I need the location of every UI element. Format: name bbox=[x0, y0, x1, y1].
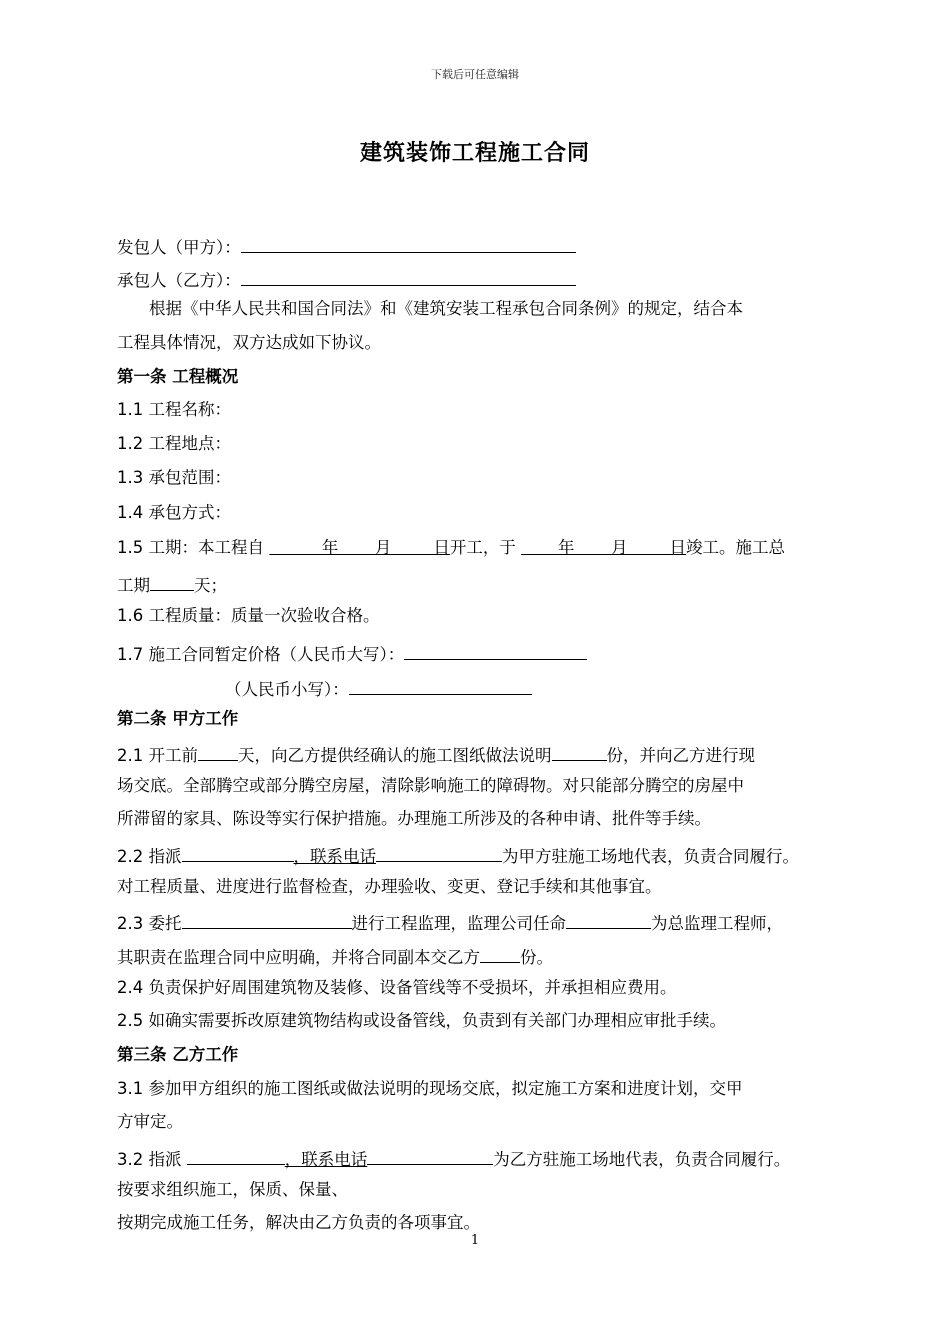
rep-b-blank bbox=[187, 1145, 285, 1165]
end-date-blank: 年 月 日 bbox=[557, 538, 687, 557]
clause-2-1-cont-2: 所滞留的家具、陈设等实行保护措施。办理施工所涉及的各种申请、批件等手续。 bbox=[117, 809, 711, 828]
page-header: 下载后可任意编辑 bbox=[431, 68, 519, 81]
chief-engineer-blank bbox=[566, 909, 651, 929]
clause-1-2: 1.2 工程地点： bbox=[117, 434, 231, 453]
days-blank bbox=[198, 741, 238, 761]
intro-line-2: 工程具体情况，双方达成如下协议。 bbox=[117, 333, 381, 352]
rep-a-blank bbox=[182, 842, 294, 862]
clause-1-3: 1.3 承包范围： bbox=[117, 468, 231, 487]
clause-1-4: 1.4 承包方式： bbox=[117, 503, 231, 522]
article-3-heading: 第三条 乙方工作 bbox=[117, 1045, 239, 1064]
clause-2-2-cont: 对工程质量、进度进行监督检查，办理验收、变更、登记手续和其他事宜。 bbox=[117, 877, 662, 896]
price-upper-blank bbox=[404, 640, 587, 660]
clause-1-7: 1.7 施工合同暂定价格（人民币大写）： bbox=[117, 640, 587, 666]
page-number: 1 bbox=[470, 1233, 480, 1248]
contract-copies-blank bbox=[480, 943, 520, 963]
article-2-heading: 第二条 甲方工作 bbox=[117, 709, 239, 728]
clause-2-5: 2.5 如确实需要拆改原建筑物结构或设备管线，负责到有关部门办理相应审批手续。 bbox=[117, 1011, 726, 1030]
party-a-blank bbox=[241, 233, 576, 253]
intro-line-1: 根据《中华人民共和国合同法》和《建筑安装工程承包合同条例》的规定，结合本 bbox=[149, 299, 743, 318]
clause-1-5-duration: 工期 天； bbox=[117, 571, 227, 597]
clause-2-2: 2.2 指派 ，联系电话 为甲方驻施工场地代表，负责合同履行。 bbox=[117, 842, 799, 868]
clause-1-6: 1.6 工程质量：质量一次验收合格。 bbox=[117, 606, 380, 625]
clause-1-5: 1.5 工期：本工程自 年 月 日开工，于 年 月 日竣工。施工总 bbox=[117, 538, 786, 557]
clause-1-1: 1.1 工程名称： bbox=[117, 400, 231, 419]
article-1-heading: 第一条 工程概况 bbox=[117, 367, 239, 386]
price-lower-blank bbox=[349, 675, 532, 695]
clause-3-2: 3.2 指派 ，联系电话 为乙方驻施工场地代表，负责合同履行。 bbox=[117, 1145, 790, 1171]
clause-2-3: 2.3 委托 进行工程监理，监理公司任命 为总监理工程师， bbox=[117, 909, 783, 935]
copies-blank bbox=[552, 741, 607, 761]
phone-b-blank bbox=[367, 1145, 493, 1165]
phone-a-blank bbox=[376, 842, 502, 862]
clause-3-2-cont-2: 按期完成施工任务，解决由乙方负责的各项事宜。 bbox=[117, 1213, 480, 1232]
clause-2-3-cont: 其职责在监理合同中应明确，并将合同副本交乙方 份。 bbox=[117, 943, 553, 969]
party-b-line: 承包人（乙方）： bbox=[117, 266, 576, 292]
clause-2-1: 2.1 开工前 天，向乙方提供经确认的施工图纸做法说明 份，并向乙方进行现 bbox=[117, 741, 755, 767]
party-a-line: 发包人（甲方）： bbox=[117, 233, 576, 259]
start-date-blank: 年 月 日 bbox=[321, 538, 450, 557]
clause-2-1-cont-1: 场交底。全部腾空或部分腾空房屋，清除影响施工的障碍物。对只能部分腾空的房屋中 bbox=[117, 776, 744, 795]
clause-3-1-cont: 方审定。 bbox=[117, 1112, 183, 1131]
clause-3-1: 3.1 参加甲方组织的施工图纸或做法说明的现场交底，拟定施工方案和进度计划，交甲 bbox=[117, 1079, 743, 1098]
party-b-blank bbox=[241, 266, 576, 286]
clause-3-2-cont-1: 按要求组织施工，保质、保量、 bbox=[117, 1180, 348, 1199]
document-title: 建筑装饰工程施工合同 bbox=[359, 141, 590, 166]
duration-blank bbox=[150, 571, 194, 591]
clause-1-7-lower: （人民币小写）： bbox=[225, 675, 532, 701]
supervisor-company-blank bbox=[182, 909, 352, 929]
clause-2-4: 2.4 负责保护好周围建筑物及装修、设备管线等不受损坏，并承担相应费用。 bbox=[117, 978, 677, 997]
